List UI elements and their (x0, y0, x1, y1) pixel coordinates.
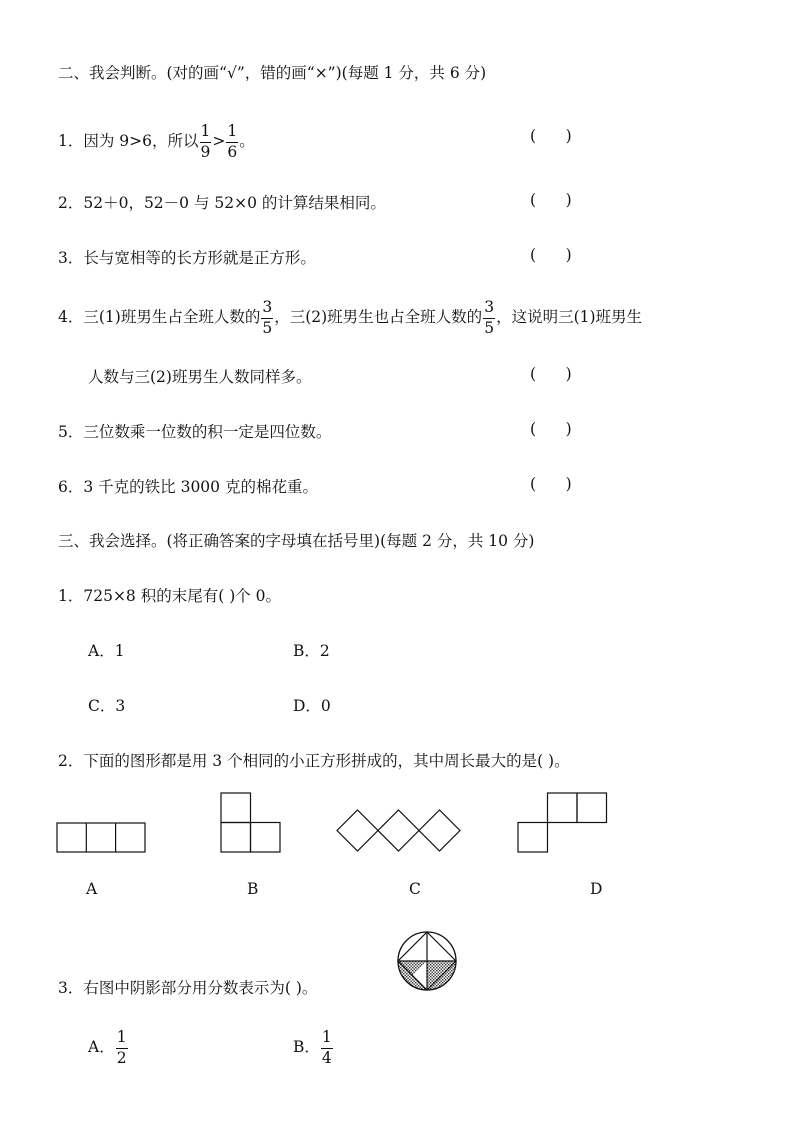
fraction-numerator: 3 (261, 300, 273, 319)
question-2-5: 5．三位数乘一位数的积一定是四位数。 (58, 423, 332, 441)
three-squares-row-figure (56, 822, 148, 854)
fraction-one-ninth (200, 124, 212, 160)
section-2-heading: 二、我会判断。(对的画“√”，错的画“×”)(每题 1 分，共 6 分) (58, 64, 487, 82)
fraction-denominator: 2 (116, 1048, 127, 1067)
fraction-numerator: 1 (321, 1030, 333, 1049)
question-text: 因为 9>6，所以 (83, 132, 199, 150)
section-3-heading: 三、我会选择。(将正确答案的字母填在括号里)(每题 2 分，共 10 分) (58, 532, 535, 550)
stepped-shape-figure (517, 792, 609, 854)
question-number: 4． (58, 308, 84, 326)
question-number: 1． (58, 132, 84, 150)
answer-blank-2-2[interactable]: ( ) (530, 191, 572, 209)
fraction-denominator: 9 (200, 142, 211, 161)
question-3-3: 3．右图中阴影部分用分数表示为( )。 (58, 979, 318, 997)
option-letter: B． (293, 1038, 320, 1056)
question-3-1: 1．725×8 积的末尾有( )个 0。 (58, 587, 282, 605)
question-text-c: ，这说明三(1)班男生 (496, 308, 643, 326)
greater-than-sign: > (212, 132, 226, 150)
fraction-denominator: 6 (227, 142, 238, 161)
option-a[interactable] (88, 1030, 129, 1066)
answer-blank-2-4[interactable]: ( ) (530, 365, 572, 383)
three-diamonds-figure (335, 808, 465, 854)
question-2-3: 3．长与宽相等的长方形就是正方形。 (58, 249, 316, 267)
answer-blank-2-3[interactable]: ( ) (530, 246, 572, 264)
figure-label-d: D (590, 880, 603, 898)
fraction-numerator: 3 (483, 300, 495, 319)
figure-label-b: B (247, 880, 259, 898)
fraction-three-fifths (261, 300, 273, 336)
fraction-one-quarter (321, 1030, 333, 1066)
option-a[interactable]: A．1 (88, 642, 125, 660)
question-3-2: 2．下面的图形都是用 3 个相同的小正方形拼成的，其中周长最大的是( )。 (58, 752, 570, 770)
question-text-b: ，三(2)班男生也占全班人数的 (274, 308, 483, 326)
option-letter: A． (88, 1038, 115, 1056)
fraction-one-sixth (226, 124, 238, 160)
fraction-numerator: 1 (226, 124, 238, 143)
fraction-denominator: 5 (262, 318, 273, 337)
fraction-numerator: 1 (116, 1030, 128, 1049)
fraction-one-half (116, 1030, 128, 1066)
question-text-a: 三(1)班男生占全班人数的 (83, 308, 261, 326)
question-2-2: 2．52＋0，52－0 与 52×0 的计算结果相同。 (58, 194, 386, 212)
question-end: 。 (239, 132, 255, 150)
question-2-4-line2: 人数与三(2)班男生人数同样多。 (88, 368, 312, 386)
question-2-4 (58, 300, 642, 336)
fraction-numerator: 1 (200, 124, 212, 143)
answer-blank-2-1[interactable]: ( ) (530, 127, 572, 145)
option-b[interactable] (293, 1030, 334, 1066)
fraction-denominator: 5 (484, 318, 495, 337)
question-2-1 (58, 124, 255, 160)
fraction-three-fifths (483, 300, 495, 336)
fraction-denominator: 4 (321, 1048, 332, 1067)
option-b[interactable]: B．2 (293, 642, 330, 660)
l-shape-figure (220, 792, 282, 854)
option-c[interactable]: C．3 (88, 697, 126, 715)
answer-blank-2-6[interactable]: ( ) (530, 475, 572, 493)
answer-blank-2-5[interactable]: ( ) (530, 420, 572, 438)
circle-square-shaded-figure (394, 928, 460, 994)
question-2-6: 6．3 千克的铁比 3000 克的棉花重。 (58, 478, 318, 496)
option-d[interactable]: D．0 (293, 697, 331, 715)
figure-label-c: C (409, 880, 421, 898)
figure-label-a: A (86, 880, 98, 898)
